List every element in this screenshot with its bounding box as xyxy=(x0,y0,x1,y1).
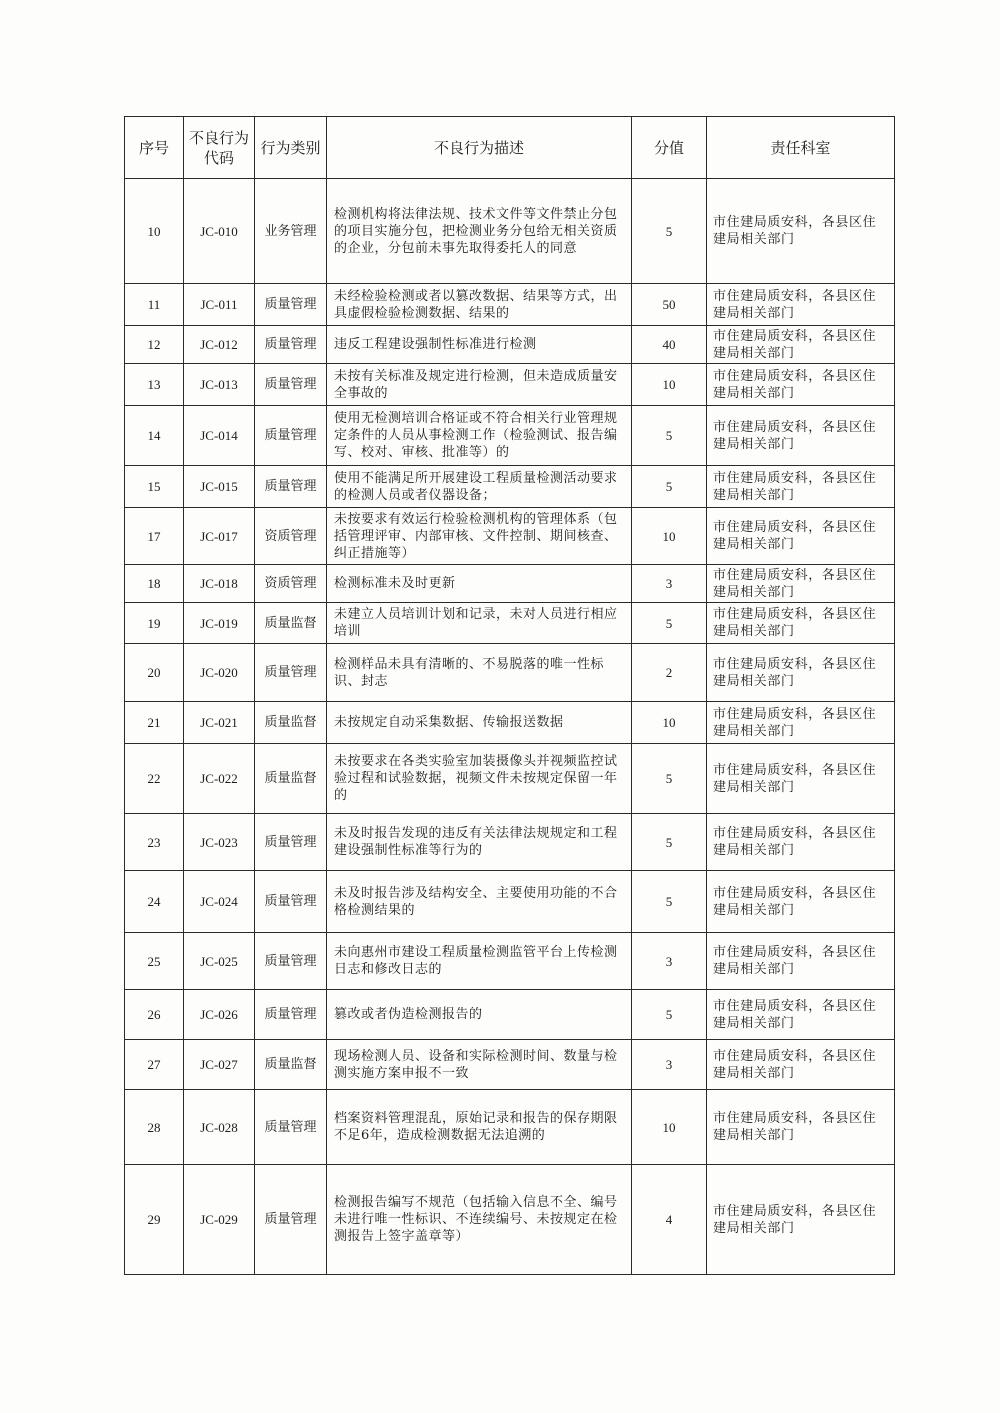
table-row xyxy=(125,1040,895,1090)
cell-category: 质量监督 xyxy=(255,744,327,814)
cell-index: 27 xyxy=(125,1040,184,1090)
cell-score: 5 xyxy=(632,744,707,814)
cell-description: 未按有关标准及规定进行检测，但未造成质量安全事故的 xyxy=(327,364,632,406)
table-row xyxy=(125,406,895,466)
header-score: 分值 xyxy=(632,117,707,179)
cell-category: 质量管理 xyxy=(255,990,327,1040)
cell-index: 11 xyxy=(125,284,184,326)
cell-description: 未按要求有效运行检验检测机构的管理体系（包括管理评审、内部审核、文件控制、期间核查、纠正措施等） xyxy=(327,508,632,565)
cell-department: 市住建局质安科，各县区住建局相关部门 xyxy=(707,508,895,565)
cell-description: 检测标准未及时更新 xyxy=(327,565,632,603)
cell-score: 5 xyxy=(632,406,707,466)
cell-score: 10 xyxy=(632,1090,707,1165)
cell-code: JC-021 xyxy=(184,702,255,744)
table-row xyxy=(125,603,895,644)
cell-category: 资质管理 xyxy=(255,508,327,565)
cell-score: 5 xyxy=(632,466,707,508)
cell-index: 15 xyxy=(125,466,184,508)
cell-index: 17 xyxy=(125,508,184,565)
cell-department: 市住建局质安科，各县区住建局相关部门 xyxy=(707,933,895,990)
cell-index: 21 xyxy=(125,702,184,744)
table-row xyxy=(125,1090,895,1165)
cell-category: 质量管理 xyxy=(255,284,327,326)
cell-index: 26 xyxy=(125,990,184,1040)
table-row xyxy=(125,871,895,933)
cell-score: 4 xyxy=(632,1165,707,1275)
table-row xyxy=(125,990,895,1040)
table-row xyxy=(125,284,895,326)
cell-code: JC-020 xyxy=(184,644,255,702)
table-row xyxy=(125,744,895,814)
cell-category: 质量管理 xyxy=(255,814,327,871)
cell-code: JC-017 xyxy=(184,508,255,565)
table-header-row xyxy=(125,117,895,179)
cell-category: 质量管理 xyxy=(255,364,327,406)
cell-code: JC-024 xyxy=(184,871,255,933)
cell-category: 资质管理 xyxy=(255,565,327,603)
cell-score: 5 xyxy=(632,814,707,871)
cell-description: 检测样品未具有清晰的、不易脱落的唯一性标识、封志 xyxy=(327,644,632,702)
cell-category: 质量管理 xyxy=(255,644,327,702)
cell-category: 质量管理 xyxy=(255,466,327,508)
cell-description: 检测报告编写不规范（包括输入信息不全、编号未进行唯一性标识、不连续编号、未按规定在检测报告上签字盖章等） xyxy=(327,1165,632,1275)
cell-department: 市住建局质安科，各县区住建局相关部门 xyxy=(707,644,895,702)
table-row xyxy=(125,933,895,990)
cell-description: 档案资料管理混乱，原始记录和报告的保存期限不足6年，造成检测数据无法追溯的 xyxy=(327,1090,632,1165)
cell-department: 市住建局质安科，各县区住建局相关部门 xyxy=(707,990,895,1040)
cell-category: 质量管理 xyxy=(255,1165,327,1275)
table-row xyxy=(125,1165,895,1275)
table-row xyxy=(125,565,895,603)
cell-code: JC-010 xyxy=(184,179,255,284)
cell-score: 10 xyxy=(632,508,707,565)
cell-category: 质量管理 xyxy=(255,406,327,466)
cell-score: 5 xyxy=(632,871,707,933)
cell-category: 质量监督 xyxy=(255,603,327,644)
cell-description: 使用无检测培训合格证或不符合相关行业管理规定条件的人员从事检测工作（检验测试、报告编写、校对、审核、批准等）的 xyxy=(327,406,632,466)
cell-code: JC-012 xyxy=(184,326,255,364)
cell-score: 10 xyxy=(632,702,707,744)
cell-score: 2 xyxy=(632,644,707,702)
bad-behavior-table xyxy=(124,116,895,1275)
cell-department: 市住建局质安科，各县区住建局相关部门 xyxy=(707,814,895,871)
header-code: 不良行为代码 xyxy=(184,117,255,179)
cell-description: 现场检测人员、设备和实际检测时间、数量与检测实施方案申报不一致 xyxy=(327,1040,632,1090)
cell-department: 市住建局质安科，各县区住建局相关部门 xyxy=(707,1090,895,1165)
cell-index: 12 xyxy=(125,326,184,364)
cell-code: JC-026 xyxy=(184,990,255,1040)
cell-category: 质量监督 xyxy=(255,1040,327,1090)
cell-index: 14 xyxy=(125,406,184,466)
cell-index: 29 xyxy=(125,1165,184,1275)
cell-score: 5 xyxy=(632,179,707,284)
header-category: 行为类别 xyxy=(255,117,327,179)
cell-code: JC-014 xyxy=(184,406,255,466)
cell-score: 3 xyxy=(632,1040,707,1090)
cell-department: 市住建局质安科，各县区住建局相关部门 xyxy=(707,466,895,508)
cell-description: 违反工程建设强制性标准进行检测 xyxy=(327,326,632,364)
table-row xyxy=(125,466,895,508)
cell-index: 28 xyxy=(125,1090,184,1165)
cell-department: 市住建局质安科，各县区住建局相关部门 xyxy=(707,364,895,406)
cell-code: JC-022 xyxy=(184,744,255,814)
cell-department: 市住建局质安科，各县区住建局相关部门 xyxy=(707,179,895,284)
cell-category: 质量管理 xyxy=(255,871,327,933)
cell-department: 市住建局质安科，各县区住建局相关部门 xyxy=(707,871,895,933)
cell-category: 质量管理 xyxy=(255,1090,327,1165)
cell-code: JC-027 xyxy=(184,1040,255,1090)
cell-score: 3 xyxy=(632,933,707,990)
cell-description: 篡改或者伪造检测报告的 xyxy=(327,990,632,1040)
cell-score: 40 xyxy=(632,326,707,364)
cell-department: 市住建局质安科，各县区住建局相关部门 xyxy=(707,326,895,364)
table-row xyxy=(125,508,895,565)
cell-index: 20 xyxy=(125,644,184,702)
table-row xyxy=(125,814,895,871)
table-row xyxy=(125,364,895,406)
cell-description: 未经检验检测或者以篡改数据、结果等方式，出具虚假检验检测数据、结果的 xyxy=(327,284,632,326)
cell-department: 市住建局质安科，各县区住建局相关部门 xyxy=(707,603,895,644)
cell-code: JC-023 xyxy=(184,814,255,871)
cell-code: JC-019 xyxy=(184,603,255,644)
cell-index: 13 xyxy=(125,364,184,406)
cell-description: 未向惠州市建设工程质量检测监管平台上传检测日志和修改日志的 xyxy=(327,933,632,990)
cell-index: 19 xyxy=(125,603,184,644)
header-description: 不良行为描述 xyxy=(327,117,632,179)
cell-code: JC-018 xyxy=(184,565,255,603)
cell-description: 未按规定自动采集数据、传输报送数据 xyxy=(327,702,632,744)
cell-index: 24 xyxy=(125,871,184,933)
cell-score: 50 xyxy=(632,284,707,326)
cell-category: 质量监督 xyxy=(255,702,327,744)
cell-score: 5 xyxy=(632,603,707,644)
cell-description: 未及时报告涉及结构安全、主要使用功能的不合格检测结果的 xyxy=(327,871,632,933)
table-row xyxy=(125,702,895,744)
cell-code: JC-029 xyxy=(184,1165,255,1275)
cell-description: 检测机构将法律法规、技术文件等文件禁止分包的项目实施分包，把检测业务分包给无相关资质的企业，分包前未事先取得委托人的同意 xyxy=(327,179,632,284)
cell-code: JC-015 xyxy=(184,466,255,508)
cell-index: 18 xyxy=(125,565,184,603)
cell-description: 使用不能满足所开展建设工程质量检测活动要求的检测人员或者仪器设备； xyxy=(327,466,632,508)
cell-score: 5 xyxy=(632,990,707,1040)
cell-department: 市住建局质安科，各县区住建局相关部门 xyxy=(707,702,895,744)
cell-description: 未建立人员培训计划和记录，未对人员进行相应培训 xyxy=(327,603,632,644)
cell-score: 10 xyxy=(632,364,707,406)
cell-category: 质量管理 xyxy=(255,326,327,364)
cell-index: 10 xyxy=(125,179,184,284)
cell-index: 23 xyxy=(125,814,184,871)
cell-department: 市住建局质安科，各县区住建局相关部门 xyxy=(707,744,895,814)
table-row xyxy=(125,644,895,702)
cell-code: JC-025 xyxy=(184,933,255,990)
cell-index: 22 xyxy=(125,744,184,814)
cell-score: 3 xyxy=(632,565,707,603)
table-row xyxy=(125,326,895,364)
header-department: 责任科室 xyxy=(707,117,895,179)
cell-department: 市住建局质安科，各县区住建局相关部门 xyxy=(707,406,895,466)
cell-description: 未按要求在各类实验室加装摄像头并视频监控试验过程和试验数据，视频文件未按规定保留一年的 xyxy=(327,744,632,814)
cell-department: 市住建局质安科，各县区住建局相关部门 xyxy=(707,1165,895,1275)
cell-description: 未及时报告发现的违反有关法律法规规定和工程建设强制性标准等行为的 xyxy=(327,814,632,871)
cell-department: 市住建局质安科，各县区住建局相关部门 xyxy=(707,284,895,326)
cell-code: JC-028 xyxy=(184,1090,255,1165)
table-body xyxy=(125,179,895,1275)
cell-code: JC-011 xyxy=(184,284,255,326)
table-row xyxy=(125,179,895,284)
header-index: 序号 xyxy=(125,117,184,179)
cell-index: 25 xyxy=(125,933,184,990)
cell-category: 质量管理 xyxy=(255,933,327,990)
cell-department: 市住建局质安科，各县区住建局相关部门 xyxy=(707,1040,895,1090)
cell-department: 市住建局质安科，各县区住建局相关部门 xyxy=(707,565,895,603)
cell-category: 业务管理 xyxy=(255,179,327,284)
cell-code: JC-013 xyxy=(184,364,255,406)
